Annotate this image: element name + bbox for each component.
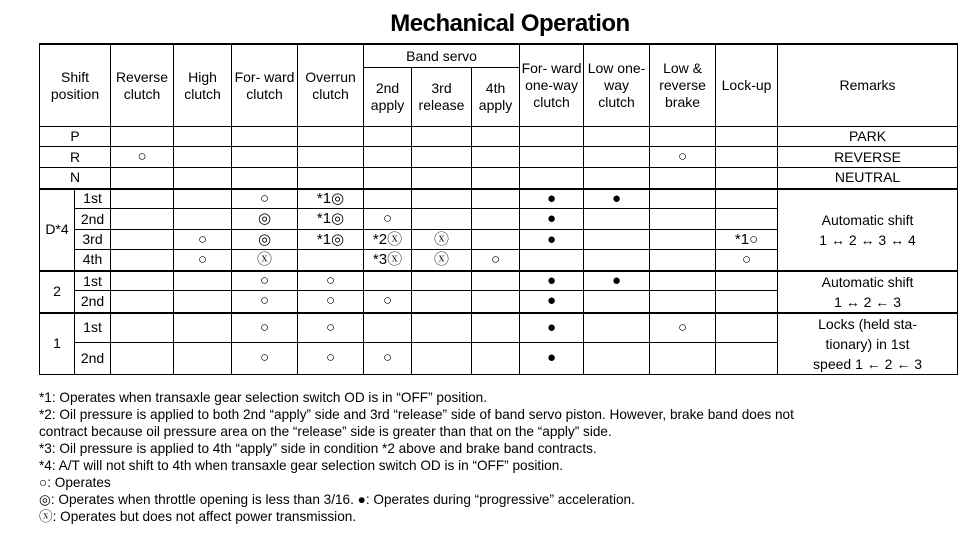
- shift-position-cell: P: [40, 127, 111, 147]
- low-reverse-brake-cell: [650, 209, 716, 230]
- high-clutch-cell: ○: [174, 230, 232, 250]
- shift-position-cell: R: [40, 147, 111, 168]
- band-4th-apply-cell: [472, 127, 520, 147]
- band-2nd-apply-cell: ○: [364, 343, 412, 374]
- lockup-cell: [716, 189, 778, 209]
- high-clutch-cell: [174, 209, 232, 230]
- remarks-line: Automatic shift: [821, 211, 914, 228]
- header-forward-oneway-clutch: For- ward one-way clutch: [520, 44, 584, 127]
- overrun-clutch-cell: *1◎: [298, 209, 364, 230]
- remarks-cell: REVERSE: [778, 147, 958, 168]
- high-clutch-cell: [174, 271, 232, 291]
- high-clutch-cell: [174, 147, 232, 168]
- lockup-cell: ○: [716, 250, 778, 271]
- forward-clutch-cell: [232, 147, 298, 168]
- overrun-clutch-cell: ○: [298, 343, 364, 374]
- footnote-2: *2: Oil pressure is applied to both 2nd “apply” side and 3rd “release” side of band servo piston. However, brake band does not: [39, 407, 794, 422]
- remarks-group-cell: [778, 189, 958, 271]
- reverse-clutch-cell: [111, 168, 174, 189]
- forward-oneway-cell: [520, 147, 584, 168]
- forward-clutch-cell: ○: [232, 189, 298, 209]
- low-oneway-cell: [584, 250, 650, 271]
- header-overrun-clutch: Overrun clutch: [298, 44, 364, 127]
- overrun-clutch-cell: [298, 168, 364, 189]
- table-row: [40, 127, 958, 147]
- low-oneway-cell: ●: [584, 189, 650, 209]
- band-2nd-apply-cell: [364, 271, 412, 291]
- low-reverse-brake-cell: [650, 127, 716, 147]
- footnote-3: *3: Oil pressure is applied to 4th “apply” side in condition *2 above and brake band contracts.: [39, 441, 597, 456]
- gear-cell: 1st: [75, 313, 111, 343]
- band-4th-apply-cell: [472, 271, 520, 291]
- low-oneway-cell: [584, 291, 650, 313]
- forward-clutch-cell: ○: [232, 343, 298, 374]
- high-clutch-cell: [174, 189, 232, 209]
- forward-clutch-cell: ○: [232, 313, 298, 343]
- table-row: [40, 313, 958, 343]
- reverse-clutch-cell: [111, 313, 174, 343]
- header-forward-clutch: For- ward clutch: [232, 44, 298, 127]
- overrun-clutch-cell: ○: [298, 313, 364, 343]
- lockup-cell: *1○: [716, 230, 778, 250]
- header-shift-position: Shift position: [40, 44, 111, 127]
- low-reverse-brake-cell: [650, 271, 716, 291]
- overrun-clutch-cell: [298, 147, 364, 168]
- gear-cell: 1st: [75, 189, 111, 209]
- forward-clutch-cell: [232, 127, 298, 147]
- remarks-line: Locks (held sta-: [818, 315, 917, 332]
- low-reverse-brake-cell: [650, 250, 716, 271]
- band-4th-apply-cell: [472, 313, 520, 343]
- table-row: [40, 189, 958, 209]
- header-low-reverse-brake: Low & reverse brake: [650, 44, 716, 127]
- band-4th-apply-cell: [472, 343, 520, 374]
- lockup-cell: [716, 209, 778, 230]
- remarks-line: 1 ↔ 2 ↔ 3 ↔ 4: [819, 231, 916, 248]
- table-row: [40, 147, 958, 168]
- overrun-clutch-cell: [298, 250, 364, 271]
- band-3rd-release-cell: ⓧ: [412, 230, 472, 250]
- gear-cell: 2nd: [75, 291, 111, 313]
- shift-position-cell: N: [40, 168, 111, 189]
- mechanical-operation-table: [39, 43, 958, 375]
- high-clutch-cell: [174, 291, 232, 313]
- band-4th-apply-cell: [472, 291, 520, 313]
- gear-cell: 1st: [75, 271, 111, 291]
- band-4th-apply-cell: ○: [472, 250, 520, 271]
- shift-group-cell: D*4: [40, 189, 75, 271]
- remarks-cell: PARK: [778, 127, 958, 147]
- forward-clutch-cell: ○: [232, 291, 298, 313]
- band-2nd-apply-cell: ○: [364, 291, 412, 313]
- band-3rd-release-cell: [412, 291, 472, 313]
- gear-cell: 2nd: [75, 343, 111, 374]
- band-2nd-apply-cell: [364, 313, 412, 343]
- forward-clutch-cell: ◎: [232, 209, 298, 230]
- remarks-line: speed 1 ← 2 ← 3: [813, 355, 922, 372]
- lockup-cell: [716, 168, 778, 189]
- reverse-clutch-cell: [111, 230, 174, 250]
- forward-oneway-cell: ●: [520, 291, 584, 313]
- gear-cell: 4th: [75, 250, 111, 271]
- forward-oneway-cell: [520, 168, 584, 189]
- forward-oneway-cell: ●: [520, 230, 584, 250]
- shift-group-cell: 1: [40, 313, 75, 375]
- band-4th-apply-cell: [472, 168, 520, 189]
- reverse-clutch-cell: [111, 209, 174, 230]
- overrun-clutch-cell: ○: [298, 291, 364, 313]
- low-reverse-brake-cell: [650, 189, 716, 209]
- low-oneway-cell: [584, 147, 650, 168]
- reverse-clutch-cell: [111, 250, 174, 271]
- lockup-cell: [716, 313, 778, 343]
- header-band-2nd-apply: 2nd apply: [364, 68, 412, 127]
- forward-clutch-cell: ○: [232, 271, 298, 291]
- low-reverse-brake-cell: ○: [650, 313, 716, 343]
- forward-oneway-cell: [520, 250, 584, 271]
- band-2nd-apply-cell: ○: [364, 209, 412, 230]
- low-reverse-brake-cell: [650, 168, 716, 189]
- band-4th-apply-cell: [472, 209, 520, 230]
- forward-oneway-cell: ●: [520, 271, 584, 291]
- remarks-line: Automatic shift: [821, 273, 914, 290]
- lockup-cell: [716, 127, 778, 147]
- band-3rd-release-cell: ⓧ: [412, 250, 472, 271]
- remarks-cell: NEUTRAL: [778, 168, 958, 189]
- lockup-cell: [716, 271, 778, 291]
- gear-cell: 2nd: [75, 209, 111, 230]
- band-3rd-release-cell: [412, 168, 472, 189]
- low-reverse-brake-cell: [650, 230, 716, 250]
- low-reverse-brake-cell: [650, 343, 716, 374]
- reverse-clutch-cell: [111, 271, 174, 291]
- gear-cell: 3rd: [75, 230, 111, 250]
- lockup-cell: [716, 147, 778, 168]
- low-oneway-cell: ●: [584, 271, 650, 291]
- remarks-group-cell: [778, 313, 958, 375]
- band-3rd-release-cell: [412, 271, 472, 291]
- legend-throttle: ◎: Operates when throttle opening is less than 3/16. ●: Operates during “progressive” acceleration.: [39, 492, 635, 507]
- forward-oneway-cell: ●: [520, 189, 584, 209]
- forward-oneway-cell: ●: [520, 209, 584, 230]
- high-clutch-cell: ○: [174, 250, 232, 271]
- high-clutch-cell: [174, 343, 232, 374]
- low-oneway-cell: [584, 168, 650, 189]
- band-2nd-apply-cell: *3ⓧ: [364, 250, 412, 271]
- band-2nd-apply-cell: [364, 189, 412, 209]
- page-title: Mechanical Operation: [390, 10, 630, 37]
- header-reverse-clutch: Reverse clutch: [111, 44, 174, 127]
- band-2nd-apply-cell: [364, 127, 412, 147]
- remarks-line: tionary) in 1st: [825, 335, 910, 352]
- band-4th-apply-cell: [472, 230, 520, 250]
- header-band-3rd-release: 3rd release: [412, 68, 472, 127]
- band-2nd-apply-cell: [364, 168, 412, 189]
- band-3rd-release-cell: [412, 127, 472, 147]
- header-lockup: Lock-up: [716, 44, 778, 127]
- low-oneway-cell: [584, 230, 650, 250]
- overrun-clutch-cell: [298, 127, 364, 147]
- overrun-clutch-cell: *1◎: [298, 230, 364, 250]
- forward-oneway-cell: ●: [520, 313, 584, 343]
- reverse-clutch-cell: [111, 189, 174, 209]
- reverse-clutch-cell: [111, 291, 174, 313]
- footnote-4: *4: A/T will not shift to 4th when transaxle gear selection switch OD is in “OFF” position.: [39, 458, 564, 473]
- forward-clutch-cell: ⓧ: [232, 250, 298, 271]
- band-3rd-release-cell: [412, 189, 472, 209]
- remarks-group-cell: [778, 271, 958, 313]
- band-3rd-release-cell: [412, 147, 472, 168]
- band-3rd-release-cell: [412, 209, 472, 230]
- footnote-1: *1: Operates when transaxle gear selection switch OD is in “OFF” position.: [39, 390, 488, 405]
- high-clutch-cell: [174, 127, 232, 147]
- shift-group-cell: 2: [40, 271, 75, 313]
- header-band-4th-apply: 4th apply: [472, 68, 520, 127]
- table-row: [40, 168, 958, 189]
- band-4th-apply-cell: [472, 189, 520, 209]
- lockup-cell: [716, 291, 778, 313]
- footnotes: [39, 389, 969, 525]
- header-band-servo: Band servo: [364, 44, 520, 68]
- lockup-cell: [716, 343, 778, 374]
- forward-oneway-cell: ●: [520, 343, 584, 374]
- band-3rd-release-cell: [412, 313, 472, 343]
- reverse-clutch-cell: ○: [111, 147, 174, 168]
- low-reverse-brake-cell: [650, 291, 716, 313]
- band-2nd-apply-cell: *2ⓧ: [364, 230, 412, 250]
- forward-clutch-cell: [232, 168, 298, 189]
- overrun-clutch-cell: *1◎: [298, 189, 364, 209]
- legend-operates: ○: Operates: [39, 475, 111, 490]
- low-oneway-cell: [584, 313, 650, 343]
- footnote-2-cont: contract because oil pressure area on the “release” side is greater than that on the “apply” side.: [39, 424, 612, 439]
- header-low-oneway-clutch: Low one-way clutch: [584, 44, 650, 127]
- header-remarks: Remarks: [778, 44, 958, 127]
- low-oneway-cell: [584, 209, 650, 230]
- overrun-clutch-cell: ○: [298, 271, 364, 291]
- high-clutch-cell: [174, 168, 232, 189]
- high-clutch-cell: [174, 313, 232, 343]
- legend-no-power: ⓧ: Operates but does not affect power transmission.: [39, 509, 357, 524]
- low-oneway-cell: [584, 343, 650, 374]
- band-4th-apply-cell: [472, 147, 520, 168]
- low-reverse-brake-cell: ○: [650, 147, 716, 168]
- forward-clutch-cell: ◎: [232, 230, 298, 250]
- reverse-clutch-cell: [111, 127, 174, 147]
- low-oneway-cell: [584, 127, 650, 147]
- band-2nd-apply-cell: [364, 147, 412, 168]
- header-high-clutch: High clutch: [174, 44, 232, 127]
- reverse-clutch-cell: [111, 343, 174, 374]
- forward-oneway-cell: [520, 127, 584, 147]
- remarks-line: 1 ↔ 2 ← 3: [834, 293, 901, 310]
- table-row: [40, 271, 958, 291]
- band-3rd-release-cell: [412, 343, 472, 374]
